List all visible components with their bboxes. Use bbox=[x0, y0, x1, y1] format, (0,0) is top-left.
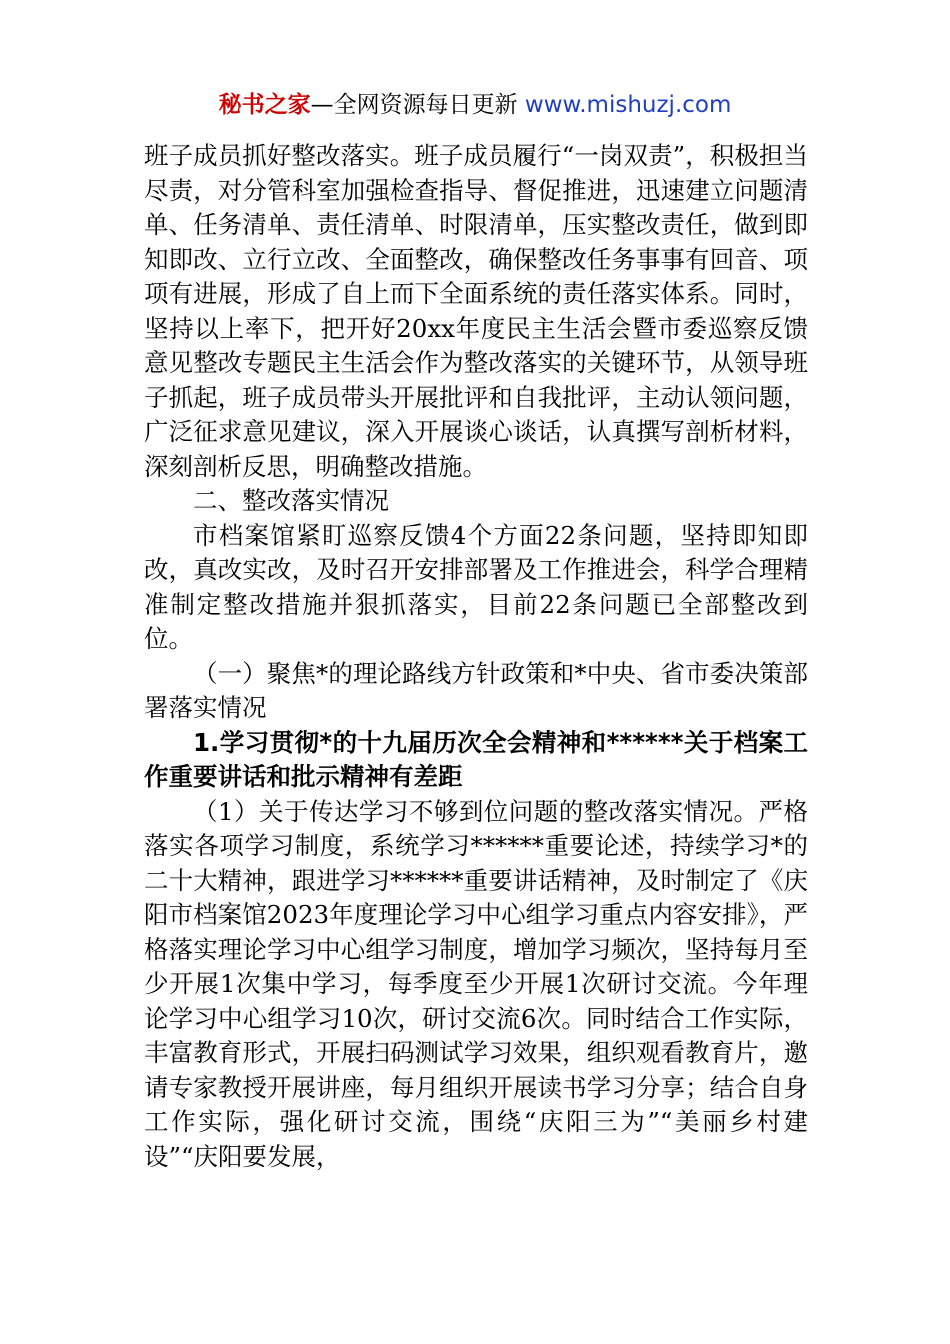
subsection-heading-1: （一）聚焦*的理论路线方针政策和*中央、省市委决策部署落实情况 bbox=[144, 658, 808, 722]
paragraph-study: （1）关于传达学习不够到位问题的整改落实情况。严格落实各项学习制度，系统学习******重要论述，持续学习*的二十大精神，跟进学习******重要讲话精神，及时制定了《庆阳市档案馆2023年度理论学习中心组学习重点内容安排》，严格落实理论学习中心组学习制度，增加学习频次，坚持每月至少开展1次集中学习，每季度至少开展1次研讨交流。今年理论学习中心组学习10次，研讨交流6次。同时结合工作实际，丰富教育形式，开展扫码测试学习效果，组织观看教育片，邀请专家教授开展讲座，每月组织开展读书学习分享；结合自身工作实际，强化研讨交流，围绕“庆阳三为”“美丽乡村建设”“庆阳要发展， bbox=[144, 796, 808, 1171]
page-header bbox=[0, 88, 950, 122]
header-brand: 秘书之家 bbox=[218, 92, 311, 118]
item-heading-1: 1.学习贯彻*的十九届历次全会精神和******关于档案工作重要讲话和批示精神有差距 bbox=[144, 727, 808, 791]
section-heading-2: 二、整改落实情况 bbox=[193, 486, 389, 515]
document-body bbox=[144, 139, 808, 1174]
paragraph-leadership: 班子成员抓好整改落实。班子成员履行“一岗双责”，积极担当尽责，对分管科室加强检查指导、督促推进，迅速建立问题清单、任务清单、责任清单、时限清单，压实整改责任，做到即知即改、立行立改、全面整改，确保整改任务事事有回音、项项有进展，形成了自上而下全面系统的责任落实体系。同时，坚持以上率下，把开好20xx年度民主生活会暨市委巡察反馈意见整改专题民主生活会作为整改落实的关键环节，从领导班子抓起，班子成员带头开展批评和自我批评，主动认领问题，广泛征求意见建议，深入开展谈心谈话，认真撰写剖析材料，深刻剖析反思，明确整改措施。 bbox=[144, 141, 808, 481]
header-tagline: —全网资源每日更新 bbox=[310, 92, 518, 118]
paragraph-summary: 市档案馆紧盯巡察反馈4个方面22条问题，坚持即知即改，真改实改，及时召开安排部署及工作推进会，科学合理精准制定整改措施并狠抓落实，目前22条问题已全部整改到位。 bbox=[144, 520, 808, 653]
header-site-link[interactable]: www.mishuzj.com bbox=[524, 92, 732, 118]
